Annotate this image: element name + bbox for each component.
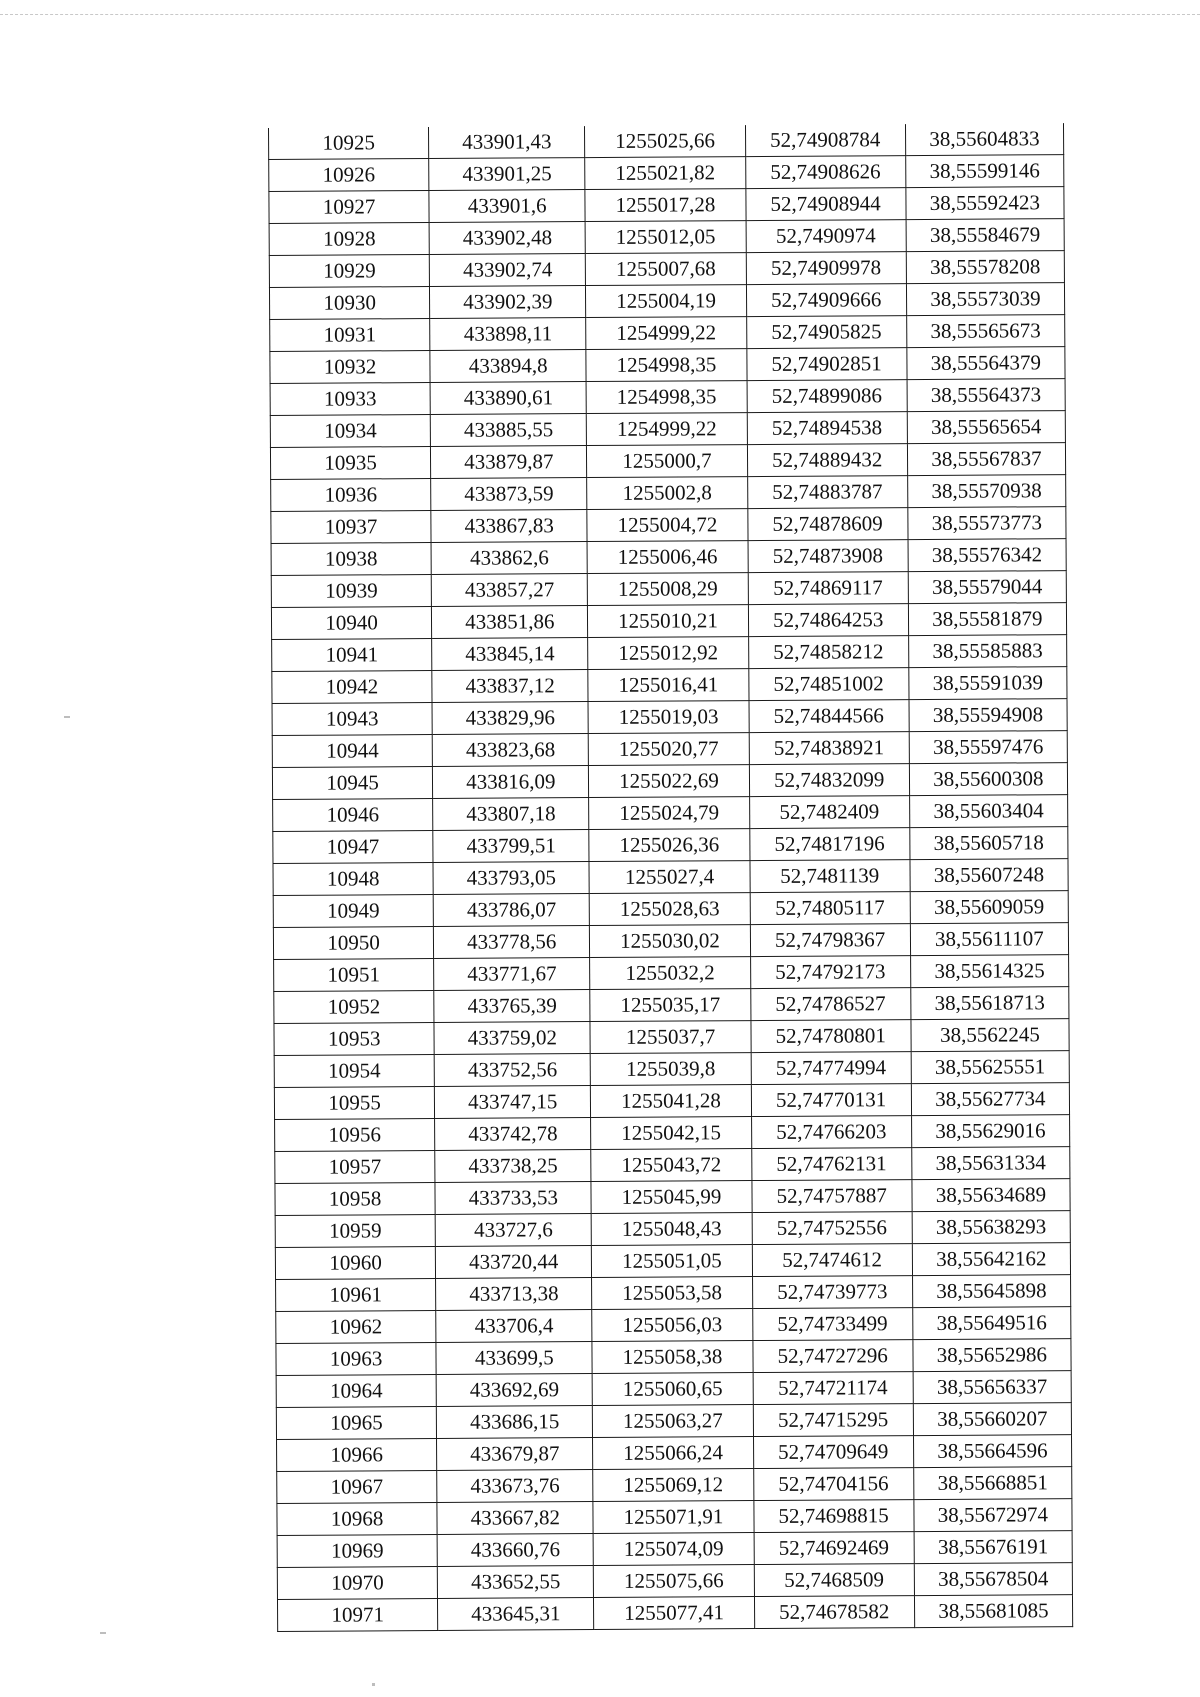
y-coordinate-cell: 1255051,05 xyxy=(592,1245,752,1278)
x-coordinate-cell: 433771,67 xyxy=(434,958,590,991)
x-coordinate-cell: 433699,5 xyxy=(436,1342,592,1375)
longitude-cell: 38,55672974 xyxy=(914,1499,1072,1532)
y-coordinate-cell: 1255063,27 xyxy=(593,1405,753,1438)
longitude-cell: 38,55627734 xyxy=(911,1083,1069,1116)
latitude-cell: 52,7468509 xyxy=(754,1564,914,1597)
latitude-cell: 52,74899086 xyxy=(747,380,907,413)
point-number-cell: 10935 xyxy=(270,447,430,480)
longitude-cell: 38,55645898 xyxy=(912,1275,1070,1308)
point-number-cell: 10960 xyxy=(275,1246,435,1279)
table-row xyxy=(273,795,1068,832)
y-coordinate-cell: 1255043,72 xyxy=(591,1149,751,1182)
point-number-cell: 10950 xyxy=(273,927,433,960)
latitude-cell: 52,74894538 xyxy=(747,412,907,445)
point-number-cell: 10934 xyxy=(270,415,430,448)
longitude-cell: 38,55631334 xyxy=(911,1147,1069,1180)
longitude-cell: 38,55629016 xyxy=(911,1115,1069,1148)
y-coordinate-cell: 1255032,2 xyxy=(590,957,750,990)
table-row xyxy=(273,891,1068,928)
point-number-cell: 10931 xyxy=(270,319,430,352)
longitude-cell: 38,55611107 xyxy=(910,923,1068,956)
longitude-cell: 38,55576342 xyxy=(908,539,1066,572)
latitude-cell: 52,74698815 xyxy=(753,1500,913,1533)
point-number-cell: 10956 xyxy=(275,1118,435,1151)
y-coordinate-cell: 1255048,43 xyxy=(592,1213,752,1246)
longitude-cell: 38,55592423 xyxy=(906,187,1064,220)
table-row xyxy=(275,1211,1070,1248)
x-coordinate-cell: 433902,48 xyxy=(429,222,585,255)
table-row xyxy=(272,667,1067,704)
table-row xyxy=(269,251,1064,288)
point-number-cell: 10951 xyxy=(274,959,434,992)
table-row xyxy=(273,923,1068,960)
latitude-cell: 52,74709649 xyxy=(753,1436,913,1469)
point-number-cell: 10952 xyxy=(274,991,434,1024)
latitude-cell: 52,74692469 xyxy=(754,1532,914,1565)
x-coordinate-cell: 433686,15 xyxy=(437,1406,593,1439)
y-coordinate-cell: 1255074,09 xyxy=(593,1533,753,1566)
point-number-cell: 10968 xyxy=(277,1502,437,1535)
y-coordinate-cell: 1255004,19 xyxy=(586,285,746,318)
latitude-cell: 52,74905825 xyxy=(746,316,906,349)
y-coordinate-cell: 1255007,68 xyxy=(586,253,746,286)
table-row xyxy=(276,1403,1071,1440)
longitude-cell: 38,55605718 xyxy=(910,827,1068,860)
x-coordinate-cell: 433902,39 xyxy=(430,286,586,319)
latitude-cell: 52,74798367 xyxy=(750,924,910,957)
table-row xyxy=(275,1147,1070,1184)
x-coordinate-cell: 433652,55 xyxy=(437,1566,593,1599)
scan-speck xyxy=(64,716,70,718)
y-coordinate-cell: 1255010,21 xyxy=(588,605,748,638)
x-coordinate-cell: 433752,56 xyxy=(434,1054,590,1087)
latitude-cell: 52,74739773 xyxy=(752,1276,912,1309)
table-row xyxy=(277,1531,1072,1568)
longitude-cell: 38,55600308 xyxy=(909,763,1067,796)
x-coordinate-cell: 433759,02 xyxy=(434,1022,590,1055)
longitude-cell: 38,55603404 xyxy=(909,795,1067,828)
point-number-cell: 10969 xyxy=(277,1534,437,1567)
scan-edge-line xyxy=(0,14,1200,15)
point-number-cell: 10927 xyxy=(269,191,429,224)
latitude-cell: 52,74805117 xyxy=(750,892,910,925)
y-coordinate-cell: 1255028,63 xyxy=(590,893,750,926)
x-coordinate-cell: 433645,31 xyxy=(438,1598,594,1631)
latitude-cell: 52,74902851 xyxy=(746,348,906,381)
point-number-cell: 10933 xyxy=(270,383,430,416)
x-coordinate-cell: 433829,96 xyxy=(432,702,588,735)
longitude-cell: 38,55564379 xyxy=(907,347,1065,380)
longitude-cell: 38,55634689 xyxy=(912,1179,1070,1212)
x-coordinate-cell: 433692,69 xyxy=(436,1374,592,1407)
x-coordinate-cell: 433679,87 xyxy=(437,1438,593,1471)
x-coordinate-cell: 433851,86 xyxy=(432,606,588,639)
latitude-cell: 52,74704156 xyxy=(753,1468,913,1501)
point-number-cell: 10943 xyxy=(272,703,432,736)
y-coordinate-cell: 1254999,22 xyxy=(587,413,747,446)
x-coordinate-cell: 433742,78 xyxy=(435,1118,591,1151)
table-row xyxy=(269,283,1064,320)
y-coordinate-cell: 1255012,92 xyxy=(588,637,748,670)
x-coordinate-cell: 433667,82 xyxy=(437,1502,593,1535)
table-row xyxy=(275,1179,1070,1216)
y-coordinate-cell: 1255058,38 xyxy=(592,1341,752,1374)
y-coordinate-cell: 1255020,77 xyxy=(589,733,749,766)
table-row xyxy=(269,219,1064,256)
latitude-cell: 52,74727296 xyxy=(752,1340,912,1373)
point-number-cell: 10962 xyxy=(276,1310,436,1343)
x-coordinate-cell: 433747,15 xyxy=(435,1086,591,1119)
table-row xyxy=(270,315,1065,352)
x-coordinate-cell: 433778,56 xyxy=(434,926,590,959)
x-coordinate-cell: 433713,38 xyxy=(436,1278,592,1311)
y-coordinate-cell: 1255000,7 xyxy=(587,445,747,478)
point-number-cell: 10958 xyxy=(275,1182,435,1215)
longitude-cell: 38,55678504 xyxy=(914,1563,1072,1596)
table-row xyxy=(270,411,1065,448)
x-coordinate-cell: 433873,59 xyxy=(431,478,587,511)
x-coordinate-cell: 433894,8 xyxy=(430,350,586,383)
point-number-cell: 10959 xyxy=(275,1214,435,1247)
x-coordinate-cell: 433901,6 xyxy=(429,190,585,223)
longitude-cell: 38,55597476 xyxy=(909,731,1067,764)
point-number-cell: 10936 xyxy=(271,479,431,512)
y-coordinate-cell: 1255053,58 xyxy=(592,1277,752,1310)
latitude-cell: 52,74780801 xyxy=(751,1020,911,1053)
table-row xyxy=(271,571,1066,608)
x-coordinate-cell: 433837,12 xyxy=(432,670,588,703)
longitude-cell: 38,55609059 xyxy=(910,891,1068,924)
point-number-cell: 10965 xyxy=(276,1406,436,1439)
coordinates-table xyxy=(268,123,1073,1632)
longitude-cell: 38,55676191 xyxy=(914,1531,1072,1564)
y-coordinate-cell: 1255075,66 xyxy=(594,1565,754,1598)
latitude-cell: 52,74864253 xyxy=(748,604,908,637)
latitude-cell: 52,74873908 xyxy=(748,540,908,573)
latitude-cell: 52,74869117 xyxy=(748,572,908,605)
table-row xyxy=(272,763,1067,800)
latitude-cell: 52,74889432 xyxy=(747,444,907,477)
y-coordinate-cell: 1255030,02 xyxy=(590,925,750,958)
table-row xyxy=(275,1243,1070,1280)
y-coordinate-cell: 1255012,05 xyxy=(585,221,745,254)
point-number-cell: 10971 xyxy=(277,1598,437,1631)
table-row xyxy=(272,699,1067,736)
point-number-cell: 10945 xyxy=(272,767,432,800)
y-coordinate-cell: 1255039,8 xyxy=(591,1053,751,1086)
table-row xyxy=(272,731,1067,768)
point-number-cell: 10929 xyxy=(269,255,429,288)
table-row xyxy=(275,1115,1070,1152)
table-row xyxy=(274,1083,1069,1120)
y-coordinate-cell: 1255004,72 xyxy=(587,509,747,542)
y-coordinate-cell: 1255002,8 xyxy=(587,477,747,510)
latitude-cell: 52,7482409 xyxy=(749,796,909,829)
x-coordinate-cell: 433738,25 xyxy=(435,1150,591,1183)
table-row xyxy=(277,1595,1072,1632)
x-coordinate-cell: 433733,53 xyxy=(435,1182,591,1215)
longitude-cell: 38,55668851 xyxy=(913,1467,1071,1500)
x-coordinate-cell: 433867,83 xyxy=(431,510,587,543)
point-number-cell: 10946 xyxy=(273,799,433,832)
longitude-cell: 38,55638293 xyxy=(912,1211,1070,1244)
point-number-cell: 10955 xyxy=(274,1087,434,1120)
longitude-cell: 38,55652986 xyxy=(913,1339,1071,1372)
table-row xyxy=(274,955,1069,992)
y-coordinate-cell: 1255027,4 xyxy=(589,861,749,894)
table-row xyxy=(272,635,1067,672)
longitude-cell: 38,55573773 xyxy=(908,507,1066,540)
table-row xyxy=(269,187,1064,224)
y-coordinate-cell: 1255060,65 xyxy=(592,1373,752,1406)
x-coordinate-cell: 433706,4 xyxy=(436,1310,592,1343)
table-row xyxy=(276,1339,1071,1376)
point-number-cell: 10948 xyxy=(273,863,433,896)
y-coordinate-cell: 1255071,91 xyxy=(593,1501,753,1534)
latitude-cell: 52,74908626 xyxy=(745,156,905,189)
scan-speck xyxy=(100,1632,106,1634)
latitude-cell: 52,74792173 xyxy=(750,956,910,989)
x-coordinate-cell: 433901,43 xyxy=(429,126,585,158)
longitude-cell: 38,55594908 xyxy=(909,699,1067,732)
latitude-cell: 52,74678582 xyxy=(754,1596,914,1629)
latitude-cell: 52,7474612 xyxy=(752,1244,912,1277)
latitude-cell: 52,74832099 xyxy=(749,764,909,797)
table-row xyxy=(277,1563,1072,1600)
longitude-cell: 38,55642162 xyxy=(912,1243,1070,1276)
longitude-cell: 38,55649516 xyxy=(912,1307,1070,1340)
x-coordinate-cell: 433901,25 xyxy=(429,158,585,191)
longitude-cell: 38,55579044 xyxy=(908,571,1066,604)
latitude-cell: 52,7490974 xyxy=(746,220,906,253)
point-number-cell: 10930 xyxy=(269,287,429,320)
latitude-cell: 52,74908944 xyxy=(745,188,905,221)
latitude-cell: 52,74715295 xyxy=(753,1404,913,1437)
latitude-cell: 52,7481139 xyxy=(750,860,910,893)
x-coordinate-cell: 433816,09 xyxy=(433,766,589,799)
table-row xyxy=(269,123,1064,159)
longitude-cell: 38,5562245 xyxy=(911,1019,1069,1052)
latitude-cell: 52,74878609 xyxy=(747,508,907,541)
latitude-cell: 52,74817196 xyxy=(749,828,909,861)
table-row xyxy=(271,539,1066,576)
table-row xyxy=(269,155,1064,192)
point-number-cell: 10932 xyxy=(270,351,430,384)
point-number-cell: 10939 xyxy=(271,575,431,608)
x-coordinate-cell: 433807,18 xyxy=(433,798,589,831)
point-number-cell: 10957 xyxy=(275,1150,435,1183)
x-coordinate-cell: 433890,61 xyxy=(430,382,586,415)
y-coordinate-cell: 1255035,17 xyxy=(590,989,750,1022)
point-number-cell: 10926 xyxy=(269,159,429,192)
longitude-cell: 38,55573039 xyxy=(906,283,1064,316)
longitude-cell: 38,55660207 xyxy=(913,1403,1071,1436)
table-row xyxy=(274,1019,1069,1056)
longitude-cell: 38,55570938 xyxy=(907,475,1065,508)
latitude-cell: 52,74883787 xyxy=(747,476,907,509)
point-number-cell: 10928 xyxy=(269,223,429,256)
x-coordinate-cell: 433902,74 xyxy=(429,254,585,287)
latitude-cell: 52,74770131 xyxy=(751,1084,911,1117)
x-coordinate-cell: 433673,76 xyxy=(437,1470,593,1503)
longitude-cell: 38,55591039 xyxy=(909,667,1067,700)
point-number-cell: 10954 xyxy=(274,1055,434,1088)
latitude-cell: 52,74858212 xyxy=(748,636,908,669)
y-coordinate-cell: 1255045,99 xyxy=(591,1181,751,1214)
x-coordinate-cell: 433857,27 xyxy=(431,574,587,607)
latitude-cell: 52,74844566 xyxy=(749,700,909,733)
longitude-cell: 38,55614325 xyxy=(910,955,1068,988)
longitude-cell: 38,55664596 xyxy=(913,1435,1071,1468)
table-row xyxy=(277,1499,1072,1536)
longitude-cell: 38,55564373 xyxy=(907,379,1065,412)
table-row xyxy=(270,347,1065,384)
y-coordinate-cell: 1255037,7 xyxy=(590,1021,750,1054)
y-coordinate-cell: 1255022,69 xyxy=(589,765,749,798)
longitude-cell: 38,55578208 xyxy=(906,251,1064,284)
coordinates-table-body xyxy=(269,123,1073,1631)
latitude-cell: 52,74766203 xyxy=(751,1116,911,1149)
point-number-cell: 10964 xyxy=(276,1374,436,1407)
y-coordinate-cell: 1255006,46 xyxy=(587,541,747,574)
table-row xyxy=(274,987,1069,1024)
x-coordinate-cell: 433786,07 xyxy=(433,894,589,927)
point-number-cell: 10925 xyxy=(269,127,429,159)
latitude-cell: 52,74838921 xyxy=(749,732,909,765)
table-row xyxy=(276,1275,1071,1312)
point-number-cell: 10967 xyxy=(277,1470,437,1503)
y-coordinate-cell: 1255016,41 xyxy=(588,669,748,702)
y-coordinate-cell: 1255066,24 xyxy=(593,1437,753,1470)
y-coordinate-cell: 1255025,66 xyxy=(585,125,745,157)
point-number-cell: 10961 xyxy=(276,1278,436,1311)
point-number-cell: 10938 xyxy=(271,543,431,576)
point-number-cell: 10942 xyxy=(272,671,432,704)
y-coordinate-cell: 1254998,35 xyxy=(586,381,746,414)
point-number-cell: 10949 xyxy=(273,895,433,928)
x-coordinate-cell: 433885,55 xyxy=(430,414,586,447)
point-number-cell: 10963 xyxy=(276,1342,436,1375)
point-number-cell: 10941 xyxy=(272,639,432,672)
longitude-cell: 38,55567837 xyxy=(907,443,1065,476)
longitude-cell: 38,55607248 xyxy=(910,859,1068,892)
x-coordinate-cell: 433765,39 xyxy=(434,990,590,1023)
latitude-cell: 52,74752556 xyxy=(752,1212,912,1245)
point-number-cell: 10953 xyxy=(274,1023,434,1056)
y-coordinate-cell: 1255008,29 xyxy=(588,573,748,606)
x-coordinate-cell: 433660,76 xyxy=(437,1534,593,1567)
latitude-cell: 52,74786527 xyxy=(750,988,910,1021)
y-coordinate-cell: 1255019,03 xyxy=(588,701,748,734)
latitude-cell: 52,74757887 xyxy=(752,1180,912,1213)
table-row xyxy=(273,827,1068,864)
latitude-cell: 52,74909666 xyxy=(746,284,906,317)
y-coordinate-cell: 1255042,15 xyxy=(591,1117,751,1150)
table-row xyxy=(270,379,1065,416)
y-coordinate-cell: 1255056,03 xyxy=(592,1309,752,1342)
x-coordinate-cell: 433799,51 xyxy=(433,830,589,863)
longitude-cell: 38,55565654 xyxy=(907,411,1065,444)
latitude-cell: 52,74721174 xyxy=(753,1372,913,1405)
point-number-cell: 10937 xyxy=(271,511,431,544)
latitude-cell: 52,74909978 xyxy=(746,252,906,285)
y-coordinate-cell: 1255017,28 xyxy=(585,189,745,222)
y-coordinate-cell: 1255077,41 xyxy=(594,1597,754,1630)
x-coordinate-cell: 433898,11 xyxy=(430,318,586,351)
latitude-cell: 52,74908784 xyxy=(745,124,905,156)
x-coordinate-cell: 433879,87 xyxy=(431,446,587,479)
table-row xyxy=(271,475,1066,512)
longitude-cell: 38,55618713 xyxy=(911,987,1069,1020)
point-number-cell: 10940 xyxy=(271,607,431,640)
point-number-cell: 10947 xyxy=(273,831,433,864)
y-coordinate-cell: 1255026,36 xyxy=(589,829,749,862)
longitude-cell: 38,55625551 xyxy=(911,1051,1069,1084)
longitude-cell: 38,55584679 xyxy=(906,219,1064,252)
scan-speck xyxy=(372,1683,375,1686)
longitude-cell: 38,55681085 xyxy=(914,1595,1072,1628)
x-coordinate-cell: 433793,05 xyxy=(433,862,589,895)
x-coordinate-cell: 433720,44 xyxy=(436,1246,592,1279)
latitude-cell: 52,74733499 xyxy=(752,1308,912,1341)
table-row xyxy=(276,1371,1071,1408)
x-coordinate-cell: 433845,14 xyxy=(432,638,588,671)
y-coordinate-cell: 1255069,12 xyxy=(593,1469,753,1502)
point-number-cell: 10944 xyxy=(272,735,432,768)
longitude-cell: 38,55565673 xyxy=(906,315,1064,348)
table-row xyxy=(274,1051,1069,1088)
y-coordinate-cell: 1255024,79 xyxy=(589,797,749,830)
longitude-cell: 38,55656337 xyxy=(913,1371,1071,1404)
table-row xyxy=(271,603,1066,640)
latitude-cell: 52,74851002 xyxy=(748,668,908,701)
table-row xyxy=(277,1467,1072,1504)
longitude-cell: 38,55585883 xyxy=(908,635,1066,668)
table-row xyxy=(271,507,1066,544)
longitude-cell: 38,55604833 xyxy=(905,123,1063,155)
x-coordinate-cell: 433823,68 xyxy=(432,734,588,767)
y-coordinate-cell: 1254998,35 xyxy=(586,349,746,382)
x-coordinate-cell: 433862,6 xyxy=(431,542,587,575)
y-coordinate-cell: 1254999,22 xyxy=(586,317,746,350)
table-row xyxy=(273,859,1068,896)
y-coordinate-cell: 1255041,28 xyxy=(591,1085,751,1118)
latitude-cell: 52,74774994 xyxy=(751,1052,911,1085)
point-number-cell: 10966 xyxy=(277,1438,437,1471)
point-number-cell: 10970 xyxy=(277,1566,437,1599)
latitude-cell: 52,74762131 xyxy=(751,1148,911,1181)
table-row xyxy=(270,443,1065,480)
y-coordinate-cell: 1255021,82 xyxy=(585,157,745,190)
longitude-cell: 38,55581879 xyxy=(908,603,1066,636)
longitude-cell: 38,55599146 xyxy=(905,155,1063,188)
x-coordinate-cell: 433727,6 xyxy=(435,1214,591,1247)
table-row xyxy=(277,1435,1072,1472)
table-row xyxy=(276,1307,1071,1344)
